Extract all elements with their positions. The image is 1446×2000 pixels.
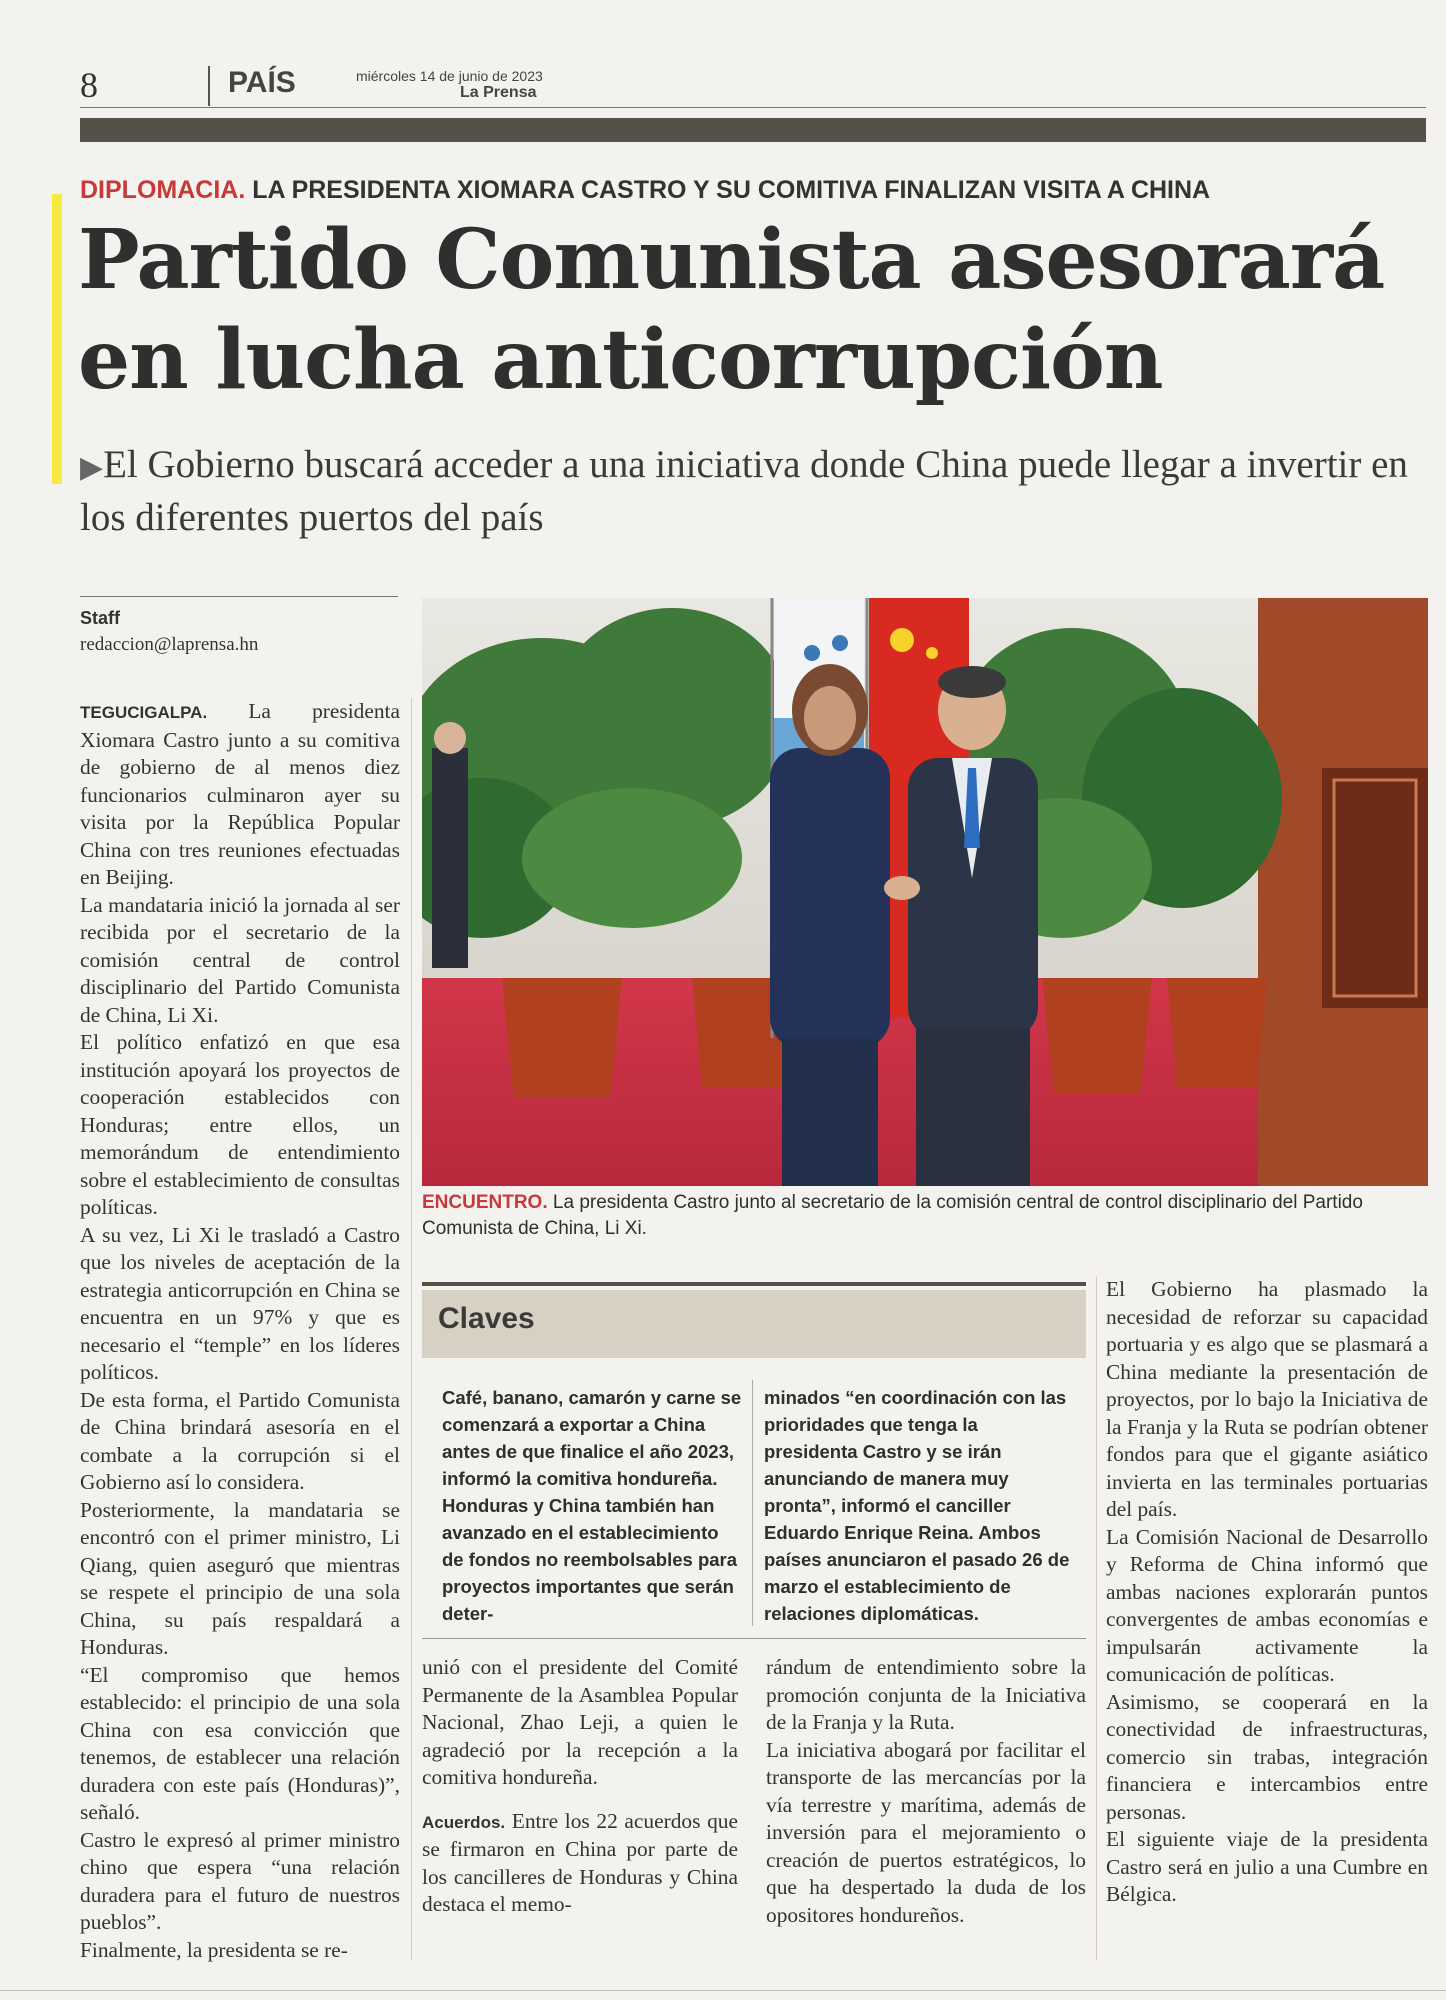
- headline-line-2: en lucha anticorrupción: [78, 312, 1163, 408]
- paragraph: El Gobierno ha plasmado la necesidad de reforzar su capacidad portuaria y es algo que se plasmará a China mediante la presentación de proyectos, por lo bajo la Iniciativa de la Franja y la Ruta se podrían obtener fondos para que el gigante asiático invierta en las terminales portuarias del país.: [1106, 1277, 1428, 1521]
- headline: [78, 210, 1438, 410]
- paragraph: La Comisión Nacional de Desarrollo y Reforma de China informó que ambas naciones explorarán puntos convergentes de ambas economías e impulsarán activamente la comunicación de políticas.: [1106, 1524, 1428, 1686]
- article-column-2: [422, 1654, 738, 1919]
- header-bar: [80, 118, 1426, 142]
- caption-text: La presidenta Castro junto al secretario de la comisión central de control disciplinario del Partido Comunista de China, Li Xi.: [422, 1192, 1363, 1239]
- paragraph: La mandataria inició la jornada al ser recibida por el secretario de la comisión central de control disciplinario del Partido Comunista de China, Li Xi.: [80, 892, 400, 1027]
- triangle-icon: ▶: [80, 451, 104, 484]
- claves-title: Claves: [438, 1302, 535, 1335]
- claves-top-rule: [422, 1282, 1086, 1286]
- subhead-acuerdos: Acuerdos.: [422, 1812, 506, 1832]
- paragraph: unió con el presidente del Comité Permanente de la Asamblea Popular Nacional, Zhao Leji, a quien le agradeció por la recepción a la comitiva hondureña.: [422, 1655, 738, 1789]
- article-column-3: [766, 1654, 1086, 1929]
- news-photo: [422, 598, 1428, 1186]
- caption-label: ENCUENTRO.: [422, 1192, 548, 1213]
- byline-email[interactable]: redaccion@laprensa.hn: [80, 634, 259, 655]
- kicker-text: LA PRESIDENTA XIOMARA CASTRO Y SU COMITIVA FINALIZAN VISITA A CHINA: [245, 176, 1211, 204]
- newspaper-name: La Prensa: [460, 84, 537, 101]
- paragraph: Posteriormente, la mandataria se encontró con el primer ministro, Li Qiang, quien aseguró que mientras se respete el principio de una sola China, su país respaldará a Honduras.: [80, 1497, 400, 1659]
- header-separator: [208, 66, 210, 106]
- paragraph: TEGUCIGALPA. La presidenta Xiomara Castro junto a su comitiva de gobierno de al menos diez funcionarios culminaron ayer su visita por la República Popular China con tres reuniones efectuadas en Beijing.: [80, 699, 400, 889]
- section-name: PAÍS: [228, 66, 296, 99]
- photo-caption: [422, 1190, 1428, 1242]
- byline-author: Staff: [80, 608, 120, 628]
- headline-line-1: Partido Comunista asesorará: [78, 212, 1385, 308]
- paragraph: La iniciativa abogará por facilitar el transporte de las mercancías por la vía terrestre y marítima, además de inversión para el mejoramiento o creación de puertos estratégicos, lo que ha despertado la duda de los opositores hondureños.: [766, 1737, 1086, 1927]
- claves-column-1: Café, banano, camarón y carne se comenzará a exportar a China antes de que finalice el año 2023, informó la comitiva hondureña. Honduras y China también han avanzado en el establecimiento de fondos no reembolsables para proyectos importantes que serán deter-: [442, 1387, 742, 1624]
- dateline: TEGUCIGALPA.: [80, 703, 208, 722]
- deck: [80, 440, 1440, 543]
- paragraph: Finalmente, la presidenta se re-: [80, 1937, 348, 1962]
- paragraph: Castro le expresó al primer ministro chino que espera “una relación duradera para el futuro de nuestros pueblos”.: [80, 1827, 400, 1934]
- paragraph: El político enfatizó en que esa institución apoyará los proyectos de cooperación establecidos con Honduras; entre ellos, un memorándum de entendimiento sobre el establecimiento de consultas políticas.: [80, 1030, 400, 1219]
- column-divider: [1096, 1276, 1097, 1960]
- header-rule: [80, 107, 1426, 108]
- paragraph: De esta forma, el Partido Comunista de China brindará asesoría en el combate a la corrupción si el Gobierno así lo considera.: [80, 1387, 400, 1494]
- kicker: [80, 176, 1210, 205]
- paragraph: Asimismo, se cooperará en la conectividad de infraestructuras, comercio sin trabas, integración financiera e intercambios entre personas.: [1106, 1689, 1428, 1824]
- article-column-1: [80, 698, 400, 1964]
- paragraph: Acuerdos. Entre los 22 acuerdos que se firmaron en China por parte de los cancilleres de Honduras y China destaca el memo-: [422, 1808, 738, 1916]
- issue-date: miércoles 14 de junio de 2023: [356, 68, 543, 84]
- claves-divider: [752, 1380, 753, 1626]
- claves-bottom-rule: [422, 1638, 1086, 1639]
- page-number: 8: [80, 65, 98, 105]
- column-divider: [411, 698, 412, 1960]
- claves-column-2: minados “en coordinación con las prioridades que tenga la presidenta Castro y se irán anunciando de manera muy pronta”, informó el canciller Eduardo Enrique Reina. Ambos países anunciaron el pasado 26 de marzo el establecimiento de relaciones diplomáticas.: [764, 1387, 1070, 1624]
- highlighter-mark: [52, 194, 62, 484]
- deck-text: El Gobierno buscará acceder a una iniciativa donde China puede llegar a invertir en los diferentes puertos del país: [80, 443, 1408, 539]
- paragraph: El siguiente viaje de la presidenta Castro será en julio a una Cumbre en Bélgica.: [1106, 1827, 1428, 1906]
- byline-rule: [80, 596, 398, 597]
- kicker-label: DIPLOMACIA.: [80, 176, 246, 204]
- article-column-4: [1106, 1276, 1428, 1909]
- footer-rule: [0, 1990, 1446, 1991]
- paragraph: “El compromiso que hemos establecido: el principio de una sola China con esa convicción que tenemos, de establecer una relación duradera con este país (Honduras)”, señaló.: [80, 1662, 400, 1824]
- paragraph: A su vez, Li Xi le trasladó a Castro que los niveles de aceptación de la estrategia anticorrupción en China se encuentra en un 97% y que es necesario el “temple” en los líderes políticos.: [80, 1222, 400, 1384]
- paragraph: rándum de entendimiento sobre la promoción conjunta de la Iniciativa de la Franja y la Ruta.: [766, 1655, 1086, 1734]
